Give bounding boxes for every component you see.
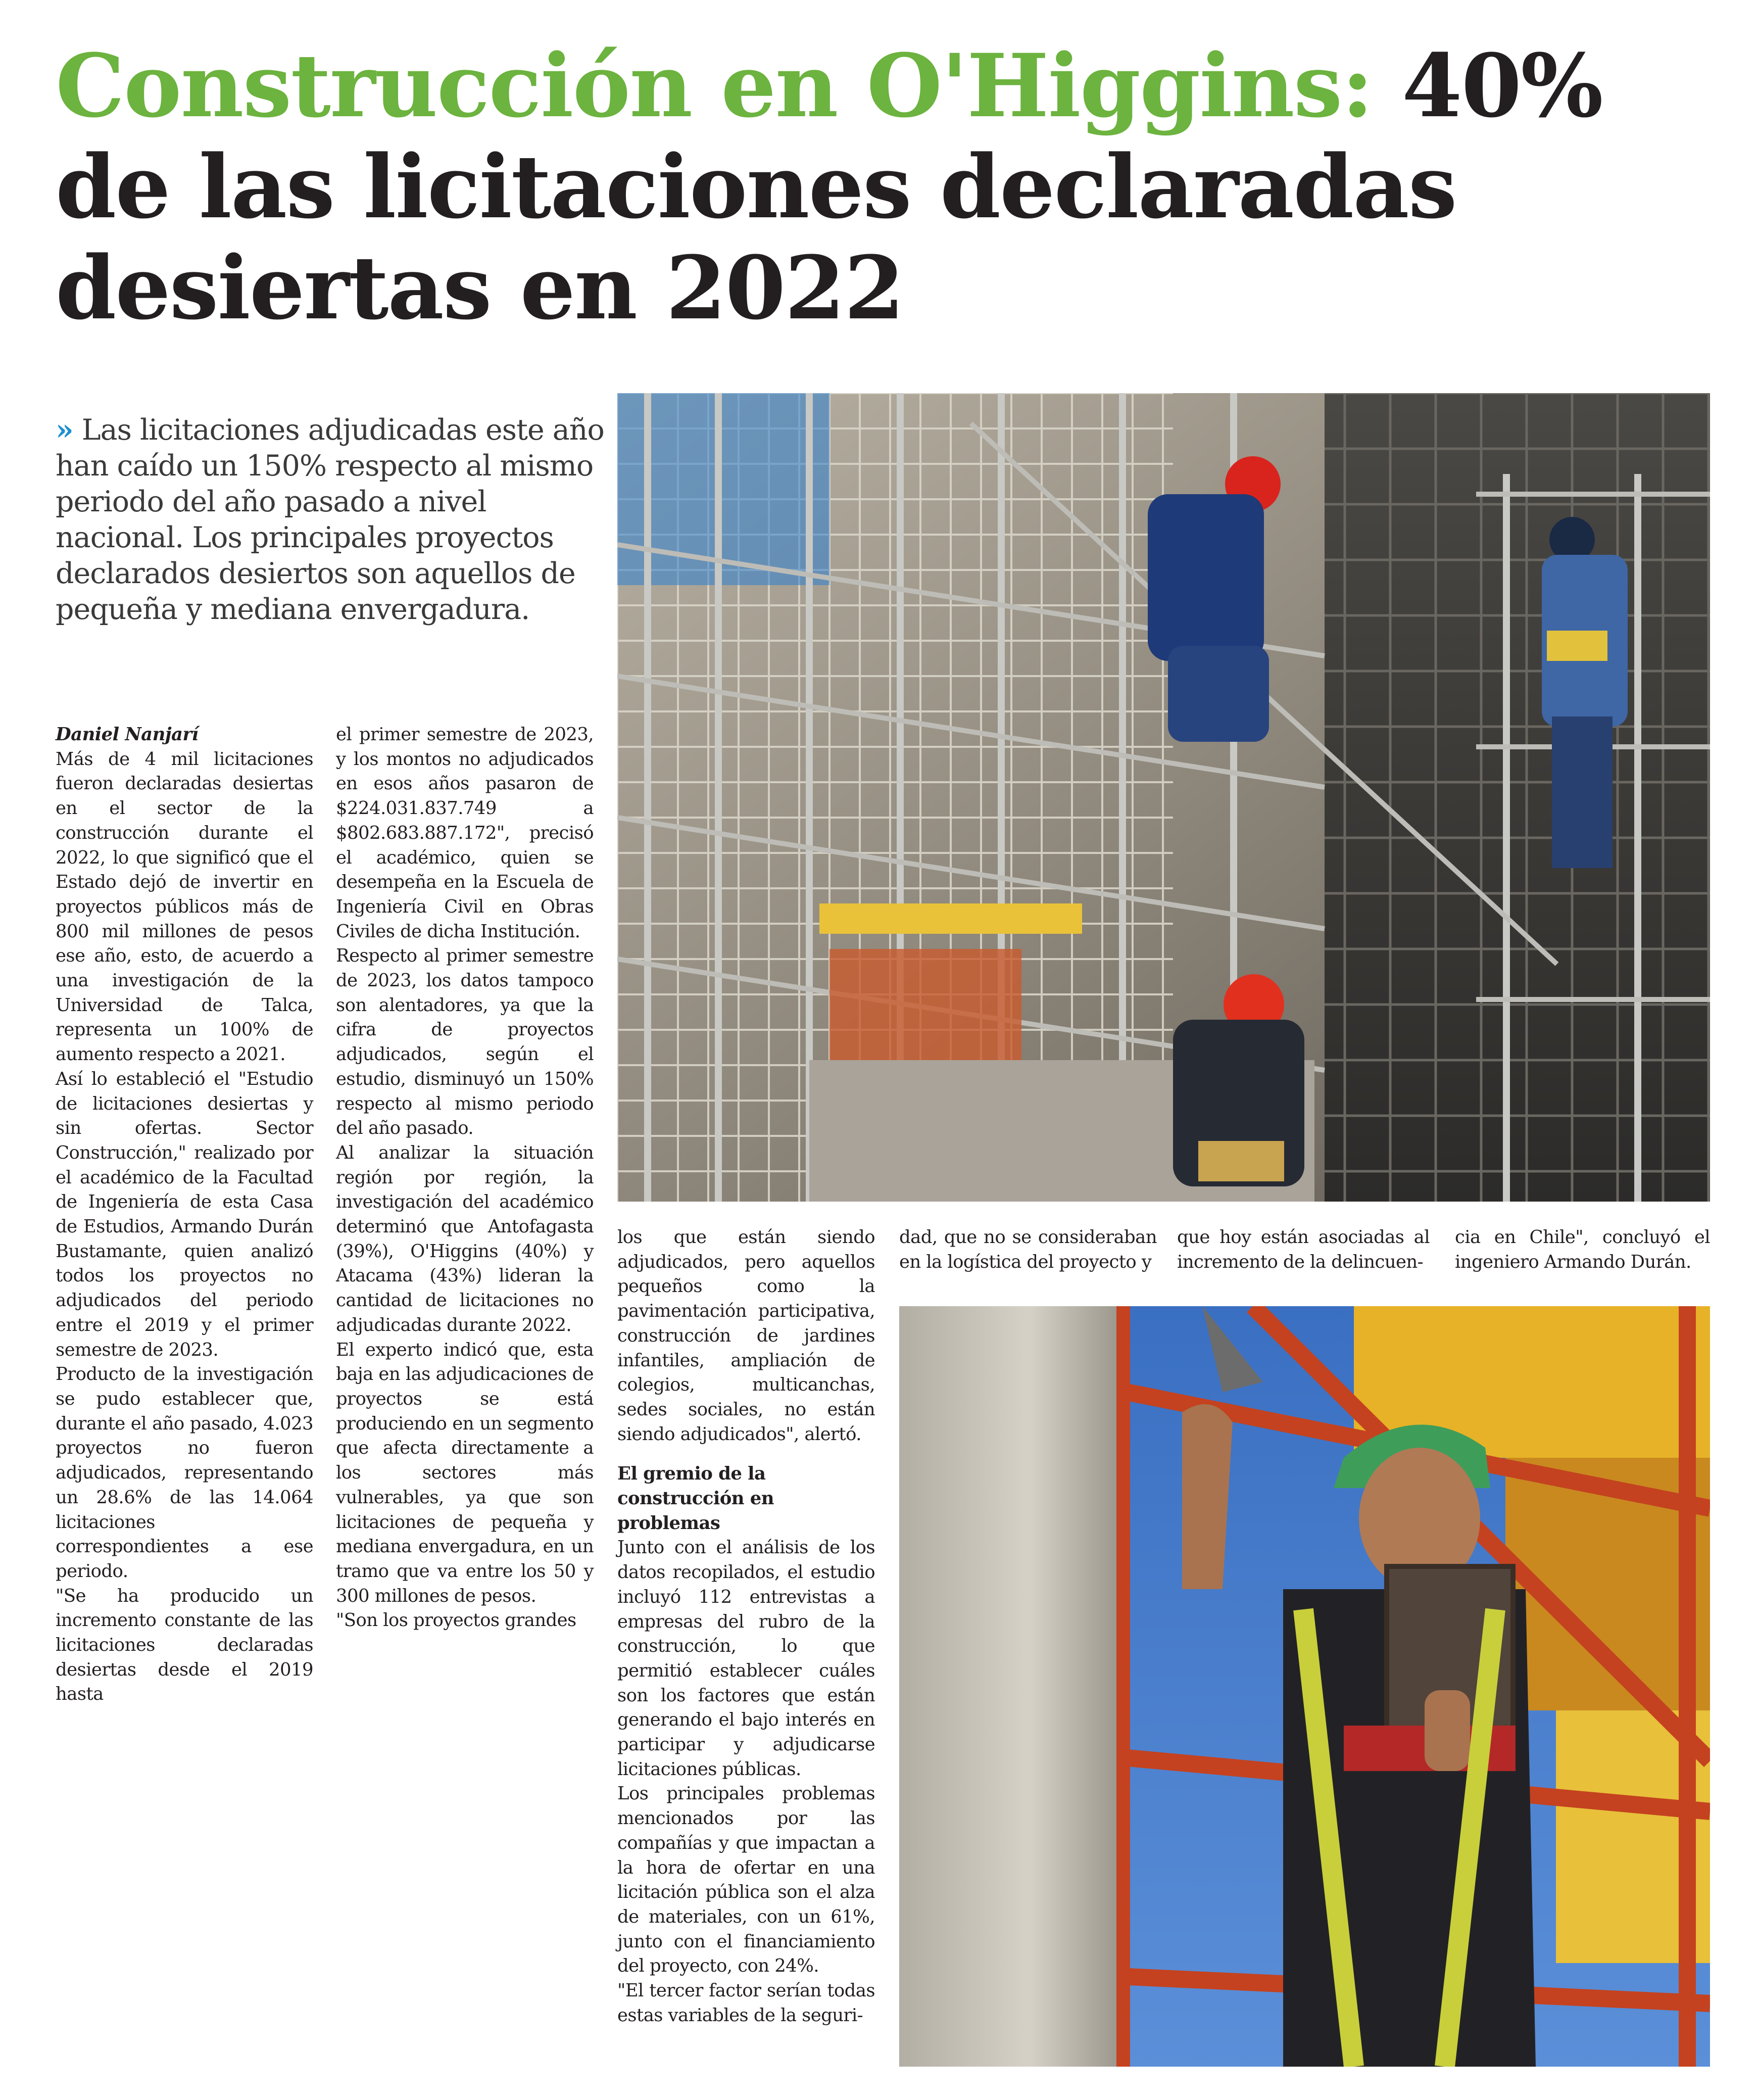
body-column-1: [56, 723, 313, 1707]
body-paragraph: cia en Chile", concluyó el ingeniero Armando Durán.: [1455, 1227, 1710, 1272]
photo-scaffolding-workers: [617, 393, 1710, 1202]
body-paragraph: "El tercer factor serían todas estas variables de la seguri-: [617, 1980, 875, 2026]
body-paragraph: Los principales problemas mencionados por las compañías y que impactan a la hora de ofertar en una licitación pública son el alza de materiales, con un 61%, junto con el financiamiento del proyecto, con 24%.: [617, 1783, 875, 1977]
body-paragraph: Respecto al primer semestre de 2023, los datos tampoco son alentadores, ya que la cifra de proyectos adjudicados, según el estudio, disminuyó un 150% respecto al mismo periodo del año pasado.: [336, 945, 594, 1139]
headline: [56, 35, 1702, 339]
author-byline: Daniel Nanjarí: [56, 724, 199, 745]
lead-marker-icon: »: [56, 413, 73, 447]
body-paragraph: "Son los proyectos grandes: [336, 1610, 576, 1631]
body-column-2: [336, 723, 594, 1633]
photo-worker-trowel: [899, 1306, 1710, 2067]
headline-highlight: Construcción en O'Higgins:: [56, 34, 1373, 137]
body-paragraph: Producto de la investigación se pudo establecer que, durante el año pasado, 4.023 proyectos no fueron adjudicados, representando un 28.6% de las 14.064 licitaciones correspondientes a ese periodo.: [56, 1364, 313, 1582]
body-paragraph: Así lo estableció el "Estudio de licitaciones desiertas y sin ofertas. Sector Construcción," realizado por el académico de la Facultad de Ingeniería de esta Casa de Estudios, Armando Durán Bustamante, quien analizó todos los proyectos no adjudicados del periodo entre el 2019 y el primer semestre de 2023.: [56, 1068, 313, 1360]
headline-rest: 40% de las licitaciones declaradas desiertas en 2022: [56, 34, 1602, 339]
section-subheading: El gremio de la construcción en problemas: [617, 1463, 774, 1534]
lead-text: Las licitaciones adjudicadas este año han caído un 150% respecto al mismo periodo del año pasado a nivel nacional. Los principales proyectos declarados desiertos son aquellos de pequeña y mediana envergadura.: [56, 413, 604, 626]
body-column-3: [617, 1225, 875, 2028]
body-paragraph: el primer semestre de 2023, y los montos no adjudicados en esos años pasaron de $224.031.837.749 a $802.683.887.172", precisó el académico, quien se desempeña en la Escuela de Ingeniería Civil en Obras Civiles de dicha Institución.: [336, 724, 594, 942]
body-paragraph: Al analizar la situación región por región, la investigación del académico determinó que Antofagasta (39%), O'Higgins (40%) y Atacama (43%) lideran la cantidad de licitaciones no adjudicadas durante 2022.: [336, 1142, 594, 1335]
body-column-5: [1177, 1225, 1430, 1274]
body-column-6: [1455, 1225, 1710, 1274]
body-paragraph: que hoy están asociadas al incremento de la delincuen-: [1177, 1227, 1430, 1272]
body-paragraph: dad, que no se consideraban en la logística del proyecto y: [899, 1227, 1157, 1272]
body-paragraph: Más de 4 mil licitaciones fueron declaradas desiertas en el sector de la construcción durante el 2022, lo que significó que el Estado dejó de invertir en proyectos públicos más de 800 mil millones de pesos ese año, esto, de acuerdo a una investigación de la Universidad de Talca, representa un 100% de aumento respecto a 2021.: [56, 748, 313, 1065]
lead-paragraph: [56, 412, 606, 628]
body-paragraph: los que están siendo adjudicados, pero aquellos pequeños como la pavimentación participativa, construcción de jardines infantiles, ampliación de colegios, multicanchas, sedes sociales, no están siendo adjudicados", alertó.: [617, 1227, 875, 1445]
body-paragraph: El experto indicó que, esta baja en las adjudicaciones de proyectos se está produciendo en un segmento que afecta directamente a los sectores más vulnerables, ya que son licitaciones de pequeña y mediana envergadura, en un tramo que va entre los 50 y 300 millones de pesos.: [336, 1339, 594, 1606]
body-column-4: [899, 1225, 1157, 1274]
body-paragraph: Junto con el análisis de los datos recopilados, el estudio incluyó 112 entrevistas a empresas del rubro de la construcción, lo que permitió establecer cuáles son los factores que están generando el bajo interés en participar y adjudicarse licitaciones públicas.: [617, 1537, 875, 1780]
body-paragraph: "Se ha producido un incremento constante de las licitaciones declaradas desiertas desde el 2019 hasta: [56, 1585, 313, 1705]
